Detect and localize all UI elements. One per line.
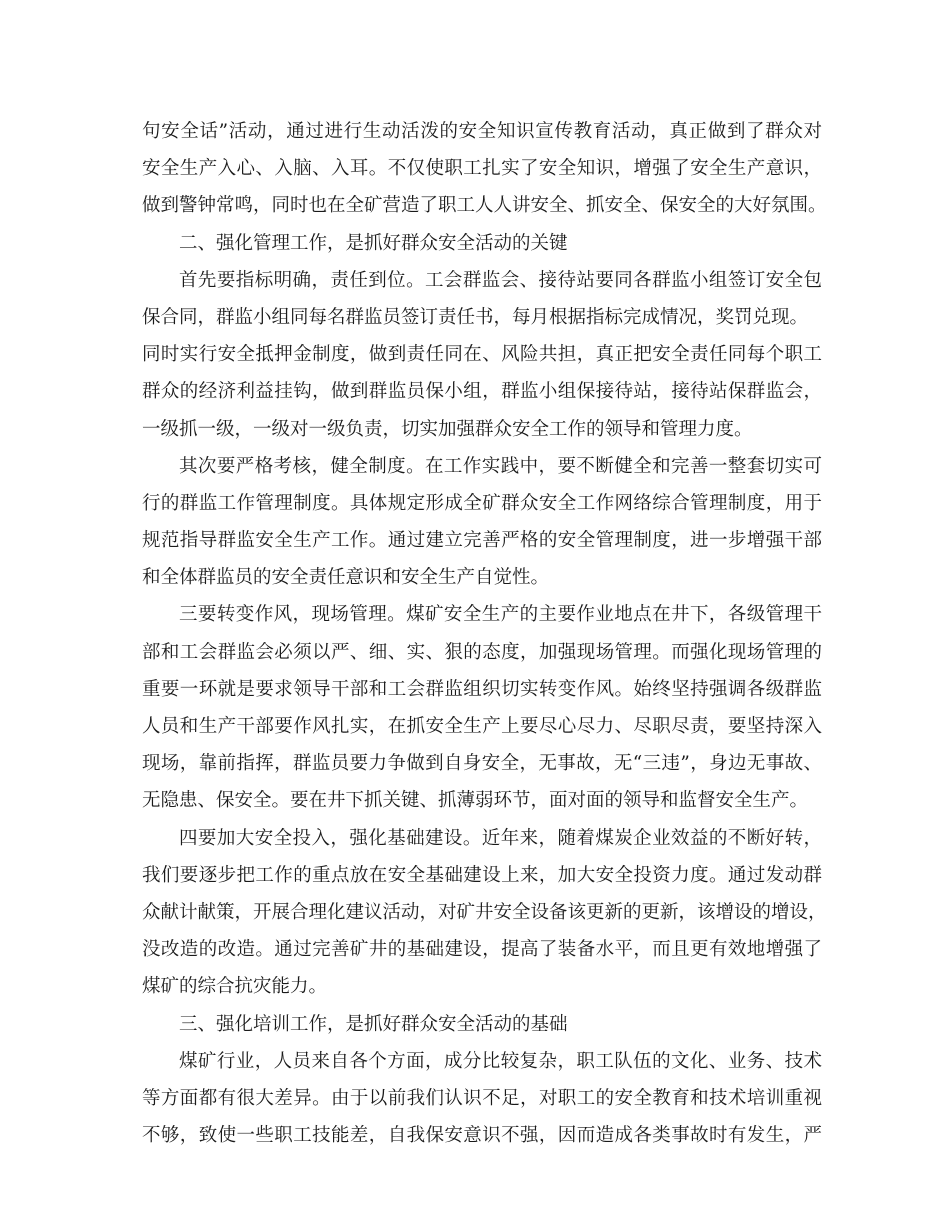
text-line: 一级抓一级，一级对一级负责，切实加强群众安全工作的领导和管理力度。: [142, 418, 753, 440]
text-line: 和全体群监员的安全责任意识和安全生产自觉性。: [142, 567, 550, 589]
text-line: 三、强化培训工作，是抓好群众安全活动的基础: [179, 1013, 568, 1035]
text-line: 我们要逐步把工作的重点放在安全基础建设上来，加大安全投资力度。通过发动群: [142, 864, 822, 886]
text-line: 安全生产入心、入脑、入耳。不仅使职工扎实了安全知识，增强了安全生产意识，: [142, 158, 822, 180]
text-line: 煤矿的综合抗灾能力。: [142, 976, 328, 998]
text-line: 同时实行安全抵押金制度，做到责任同在、风险共担，真正把安全责任同每个职工: [142, 344, 822, 366]
text-line: 二、强化管理工作，是抓好群众安全活动的关键: [179, 232, 568, 254]
text-line: 四要加大安全投入，强化基础建设。近年来，随着煤炭企业效益的不断好转，: [179, 827, 822, 849]
text-line: 规范指导群监安全生产工作。通过建立完善严格的安全管理制度，进一步增强干部: [142, 530, 822, 552]
text-line: 保合同，群监小组同每名群监员签订责任书，每月根据指标完成情况，奖罚兑现。: [142, 306, 809, 328]
text-line: 句安全话”活动，通过进行生动活泼的安全知识宣传教育活动，真正做到了群众对: [142, 121, 822, 142]
text-line: 没改造的改造。通过完善矿井的基础建设，提高了装备水平，而且更有效地增强了: [142, 939, 822, 961]
text-line: 不够，致使一些职工技能差，自我保安意识不强，因而造成各类事故时有发生，严: [142, 1125, 822, 1147]
text-line: 人员和生产干部要作风扎实，在抓安全生产上要尽心尽力、尽职尽责，要坚持深入: [142, 716, 822, 737]
text-line: 众献计献策，开展合理化建议活动，对矿井安全设备该更新的更新，该增设的增设，: [142, 901, 827, 923]
text-line: 现场，靠前指挥，群监员要力争做到自身安全，无事故，无“三违”，身边无事故、: [142, 753, 822, 775]
text-line: 三要转变作风，现场管理。煤矿安全生产的主要作业地点在井下，各级管理干: [179, 604, 822, 626]
text-line: 重要一环就是要求领导干部和工会群监组织切实转变作风。始终坚持强调各级群监: [142, 678, 822, 700]
text-line: 群众的经济利益挂钩，做到群监员保小组，群监小组保接待站，接待站保群监会，: [142, 381, 822, 403]
text-line: 首先要指标明确，责任到位。工会群监会、接待站要同各群监小组签订安全包: [179, 269, 822, 291]
document-page: [142, 113, 827, 1154]
text-line: 无隐患、保安全。要在井下抓关键、抓薄弱环节，面对面的领导和监督安全生产。: [142, 790, 809, 812]
text-line: 行的群监工作管理制度。具体规定形成全矿群众安全工作网络综合管理制度，用于: [142, 492, 822, 514]
text-line: 其次要严格考核，健全制度。在工作实践中，要不断健全和完善一整套切实可: [179, 455, 822, 477]
text-line: 做到警钟常鸣，同时也在全矿营造了职工人人讲安全、抓安全、保安全的大好氛围。: [142, 195, 827, 217]
text-line: 等方面都有很大差异。由于以前我们认识不足，对职工的安全教育和技术培训重视: [142, 1087, 822, 1109]
text-line: 部和工会群监会必须以严、细、实、狠的态度，加强现场管理。而强化现场管理的: [142, 641, 822, 663]
text-line: 煤矿行业，人员来自各个方面，成分比较复杂，职工队伍的文化、业务、技术: [179, 1050, 822, 1072]
